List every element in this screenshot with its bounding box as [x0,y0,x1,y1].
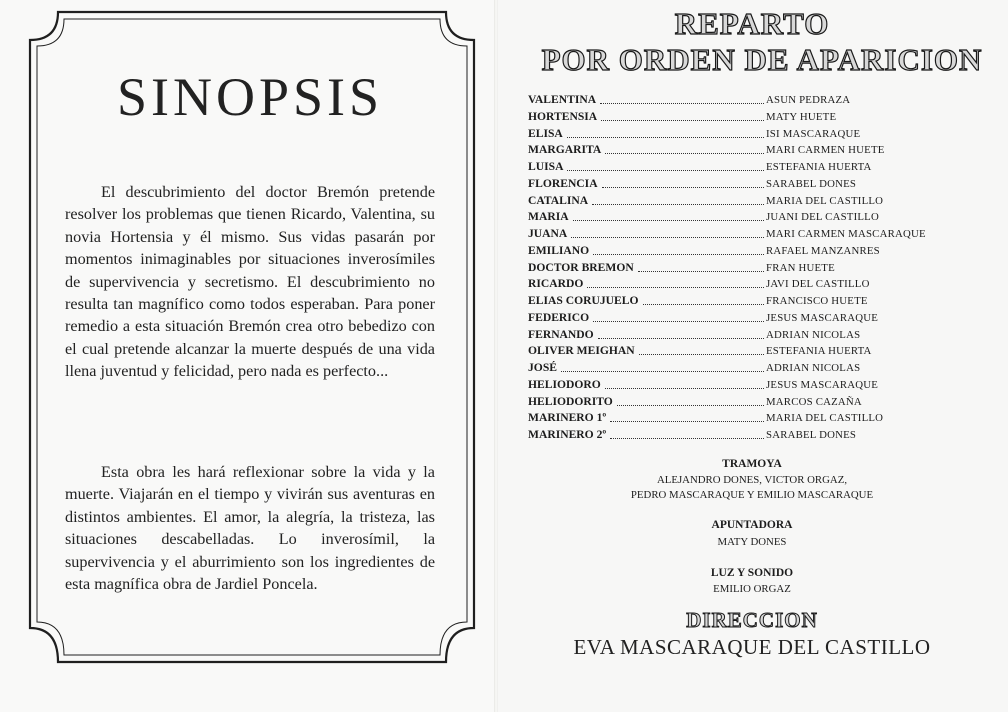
cast-actor: MARI CARMEN HUETE [766,144,885,157]
cast-role: FERNANDO [528,327,594,341]
cast-row [528,260,968,277]
apuntadora-name: MATY DONES [717,536,787,548]
cast-actor: ESTEFANIA HUERTA [766,345,872,358]
dot-leader [587,286,764,288]
reparto-subtitle: POR ORDEN DE APARICION [541,42,983,77]
cast-actor: MARI CARMEN MASCARAQUE [766,228,926,240]
cast-actor: JESUS MASCARAQUE [766,311,879,324]
dot-leader [638,270,764,272]
dot-leader [598,337,764,339]
dot-leader [610,420,764,422]
cast-actor: FRAN HUETE [766,261,835,274]
cast-actor: MARIA DEL CASTILLO [766,194,884,207]
tramoya-line-2: PEDRO MASCARAQUE Y EMILIO MASCARAQUE [630,489,874,501]
dot-leader [600,102,764,104]
cast-role: HELIODORITO [528,394,613,408]
dot-leader [593,320,764,322]
dot-leader [643,303,764,305]
cast-row [528,209,968,226]
cast-row [528,394,968,411]
cast-actor: ADRIAN NICOLAS [766,362,861,374]
cast-role: MARGARITA [528,143,602,157]
cast-row [528,427,968,444]
reparto-title: REPARTO [674,6,830,41]
cast-role: HELIODORO [528,377,601,391]
cast-row [528,142,968,159]
dot-leader [567,136,764,138]
sinopsis-paragraph-1: El descubrimiento del doctor Bremón pretende resolver los problemas que tienen Ricardo, Valentina, su novia Hortensia y él mismo. Sus vidas pasarán por momentos inimaginables por situaciones inverosímiles de supervivencia y secretismo. El descubrimiento no resulta tan magnífico como todos esperaban. Para poner remedio a esta situación Bremón crea otro bebedizo con el cual pretende alcanzar la muerte después de una vida llena juventud y felicidad, pero nada es perfecto... [65,183,435,381]
cast-role: EMILIANO [528,243,590,257]
dot-leader [561,370,764,372]
cast-role: OLIVER MEIGHAN [528,344,635,358]
cast-role: CATALINA [528,193,589,207]
cast-row [528,92,968,109]
cast-role: MARIA [528,210,569,224]
cast-role: LUISA [528,160,564,173]
cast-actor: ASUN PEDRAZA [766,94,851,106]
dot-leader [605,387,764,389]
sinopsis-paragraph-2: Esta obra les hará reflexionar sobre la vida y la muerte. Viajarán en el tiempo y vivirán sus aventuras en distintos ambientes. El amor, la alegría, la tristeza, las situaciones descabelladas. Lo inverosímil, la supervivencia y el aburrimiento son los ingredientes de esta magnífica obra de Jardiel Poncela. [65,463,435,594]
dot-leader [610,437,764,439]
cast-row [528,310,968,327]
cast-actor: ESTEFANIA HUERTA [766,161,872,173]
cast-row [528,377,968,394]
cast-row [528,109,968,126]
cast-role: FLORENCIA [528,176,598,190]
dot-leader [571,236,764,238]
cast-actor: FRANCISCO HUETE [766,295,868,307]
cast-role: ELISA [528,126,563,140]
cast-row [528,327,968,344]
apuntadora-title: APUNTADORA [711,519,793,531]
cast-row [528,176,968,193]
luz-sonido-name: EMILIO ORGAZ [713,583,791,595]
cast-row [528,410,968,427]
direccion-title: DIRECCION [686,608,818,632]
dot-leader [573,219,764,221]
cast-role: MARINERO 2º [528,428,607,441]
cast-row [528,159,968,176]
tramoya-title: TRAMOYA [722,458,782,470]
cast-actor: RAFAEL MANZANRES [766,244,880,257]
cast-role: MARINERO 1º [528,411,607,425]
cast-actor: MARCOS CAZAÑA [766,395,862,408]
dot-leader [601,119,764,121]
cast-actor: SARABEL DONES [766,177,857,190]
cast-row [528,226,968,243]
cast-list [528,92,968,444]
cast-row [528,360,968,377]
cast-role: RICARDO [528,277,584,291]
cast-role: FEDERICO [528,310,590,324]
cast-row [528,276,968,293]
cast-actor: JESUS MASCARAQUE [766,378,879,391]
dot-leader [602,186,764,188]
dot-leader [592,203,764,205]
cast-role: DOCTOR BREMON [528,260,634,274]
cast-row [528,293,968,310]
cast-role: JUANA [528,227,568,240]
cast-actor: SARABEL DONES [766,429,857,441]
direccion-name: EVA MASCARAQUE DEL CASTILLO [573,635,931,659]
luz-sonido-title: LUZ Y SONIDO [710,567,794,579]
cast-row [528,126,968,143]
cast-actor: MARIA DEL CASTILLO [766,412,884,425]
cast-actor: ISI MASCARAQUE [766,127,861,140]
dot-leader [639,353,764,355]
cast-row [528,343,968,360]
cast-role: ELIAS CORUJUELO [528,294,639,307]
cast-row [528,243,968,260]
cast-actor: ADRIAN NICOLAS [766,328,861,341]
cast-role: HORTENSIA [528,109,598,123]
cast-actor: MATY HUETE [766,110,837,123]
sinopsis-title: SINOPSIS [116,67,384,127]
tramoya-line-1: ALEJANDRO DONES, VICTOR ORGAZ, [656,474,848,486]
cast-actor: JUANI DEL CASTILLO [766,211,879,224]
dot-leader [567,169,764,171]
dot-leader [617,404,764,406]
cast-role: VALENTINA [528,93,597,106]
cast-role: JOSÉ [528,361,557,374]
cast-row [528,193,968,210]
dot-leader [605,152,764,154]
dot-leader [593,253,764,255]
cast-actor: JAVI DEL CASTILLO [766,278,870,291]
